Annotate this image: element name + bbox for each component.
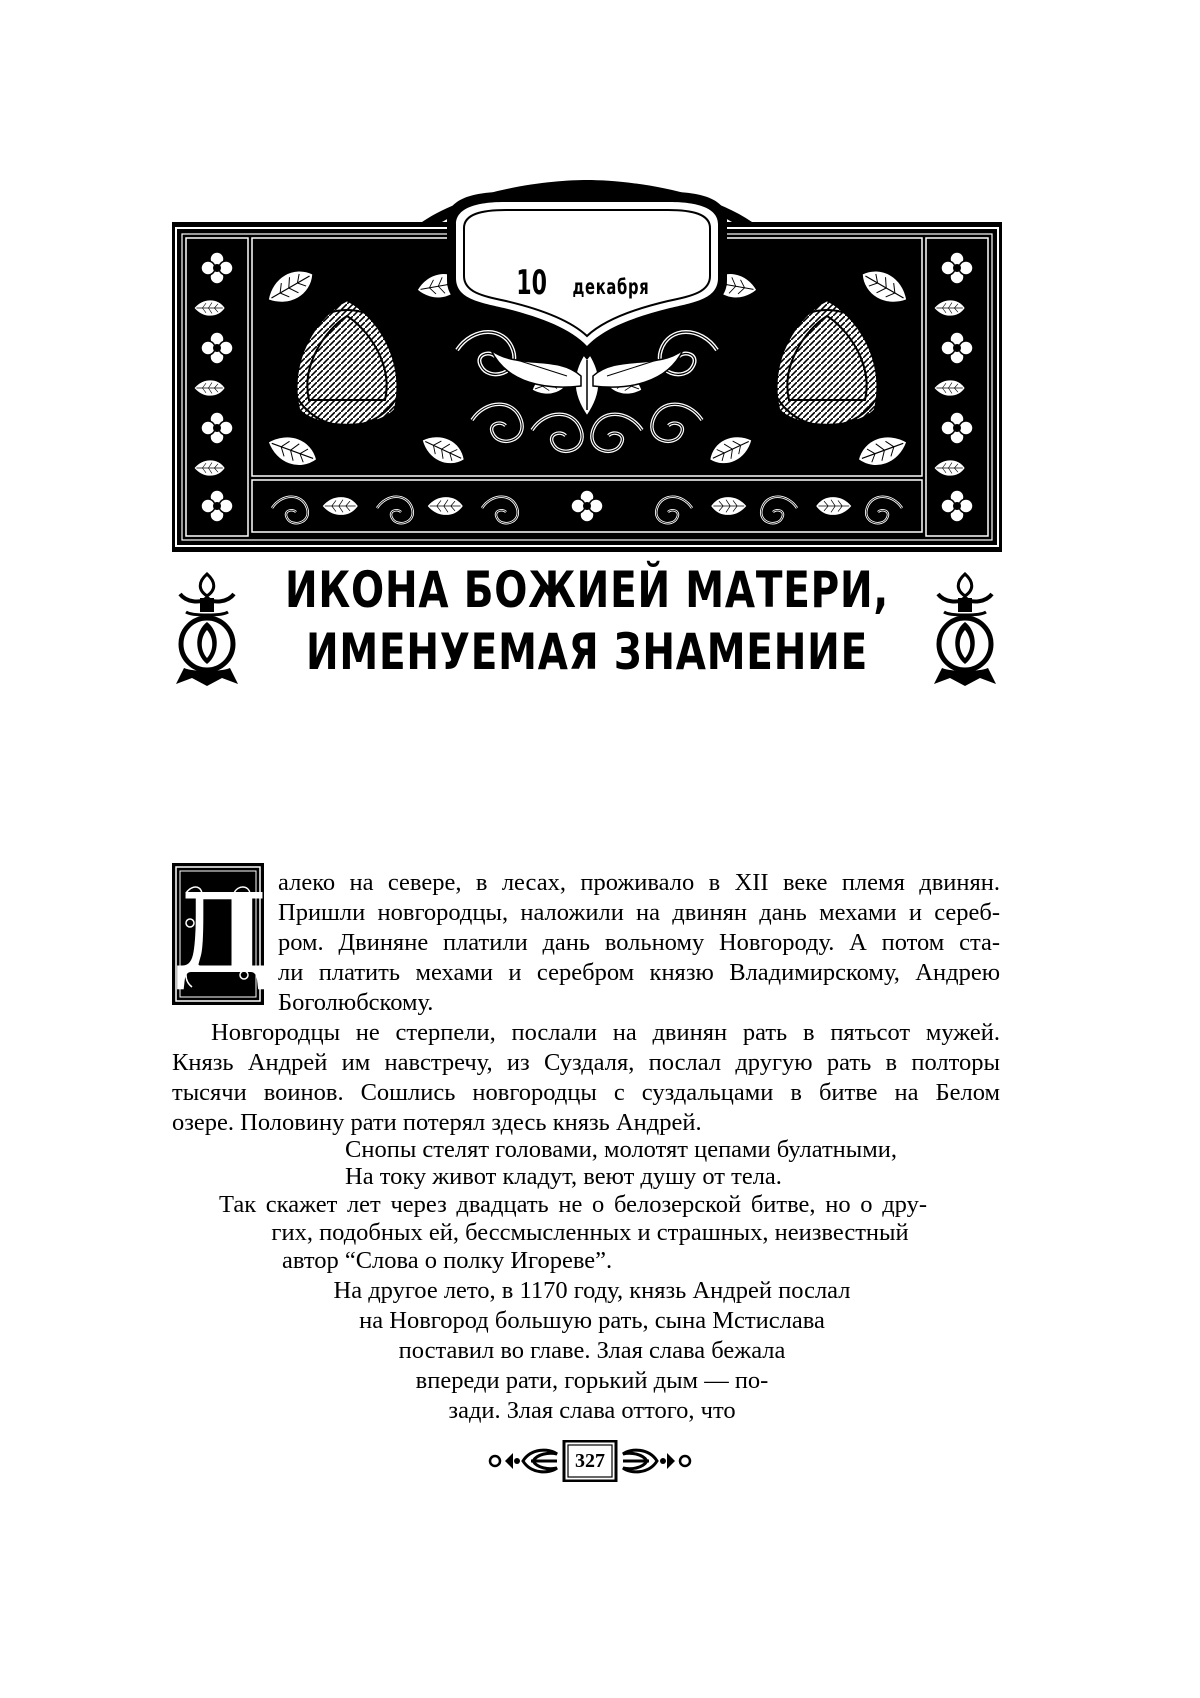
date-number: 10 [516,263,548,303]
body-line: озере. Половину рати потерял здесь князь Андрей. [172,1109,702,1136]
body-line: ли платить мехами и серебром князю Владимирскому, Андрею [278,959,1000,986]
body-line: Боголюбскому. [278,989,434,1016]
drop-cap-letter: Д [172,869,270,998]
date-label [447,258,727,308]
drop-cap [172,863,270,1005]
date-month: декабря [572,275,650,299]
page-number: 327 [575,1450,605,1472]
body-line: на Новгород большую рать, сына Мстислава [359,1307,825,1334]
body-line: гих, подобных ей, бессмысленных и страшных, неизвестный [271,1219,909,1246]
body-line: Новгородцы не стерпели, послали на двинян рать в пятьсот мужей. [211,1019,1000,1046]
body-line: тысячи воинов. Сошлись новгородцы с суздальцами в битве на Белом [172,1079,1000,1106]
page-title [172,558,1002,688]
verse-line: На току живот кладут, веют душу от тела. [345,1163,782,1190]
body-line: ром. Двиняне платили дань вольному Новгороду. А потом ста- [278,929,1000,956]
title-line-1: ИКОНА БОЖИЕЙ МАТЕРИ, [284,561,890,619]
body-line: автор “Слова о полку Игореве”. [282,1247,613,1274]
body-line: Пришли новгородцы, наложили на двинян дань мехами и сереб- [278,899,1000,926]
header-ornament [172,180,1002,552]
body-line: поставил во главе. Злая слава бежала [398,1337,786,1364]
body-line: На другое лето, в 1170 году, князь Андрей послал [333,1277,851,1304]
body-line: Так скажет лет через двадцать не о белозерской битве, но о дру- [219,1191,927,1218]
body-line: Князь Андрей им навстречу, из Суздаля, послал другую рать в полторы [172,1049,1000,1076]
verse-line: Снопы стелят головами, молотят цепами булатными, [345,1136,897,1163]
body-line: впереди рати, горький дым — по- [415,1367,769,1394]
body-line: алеко на севере, в лесах, проживало в XII веке племя двинян. [278,869,1000,896]
body-line: зади. Злая слава оттого, что [448,1397,736,1424]
title-line-2: ИМЕНУЕМАЯ ЗНАМЕНИЕ [306,623,868,681]
